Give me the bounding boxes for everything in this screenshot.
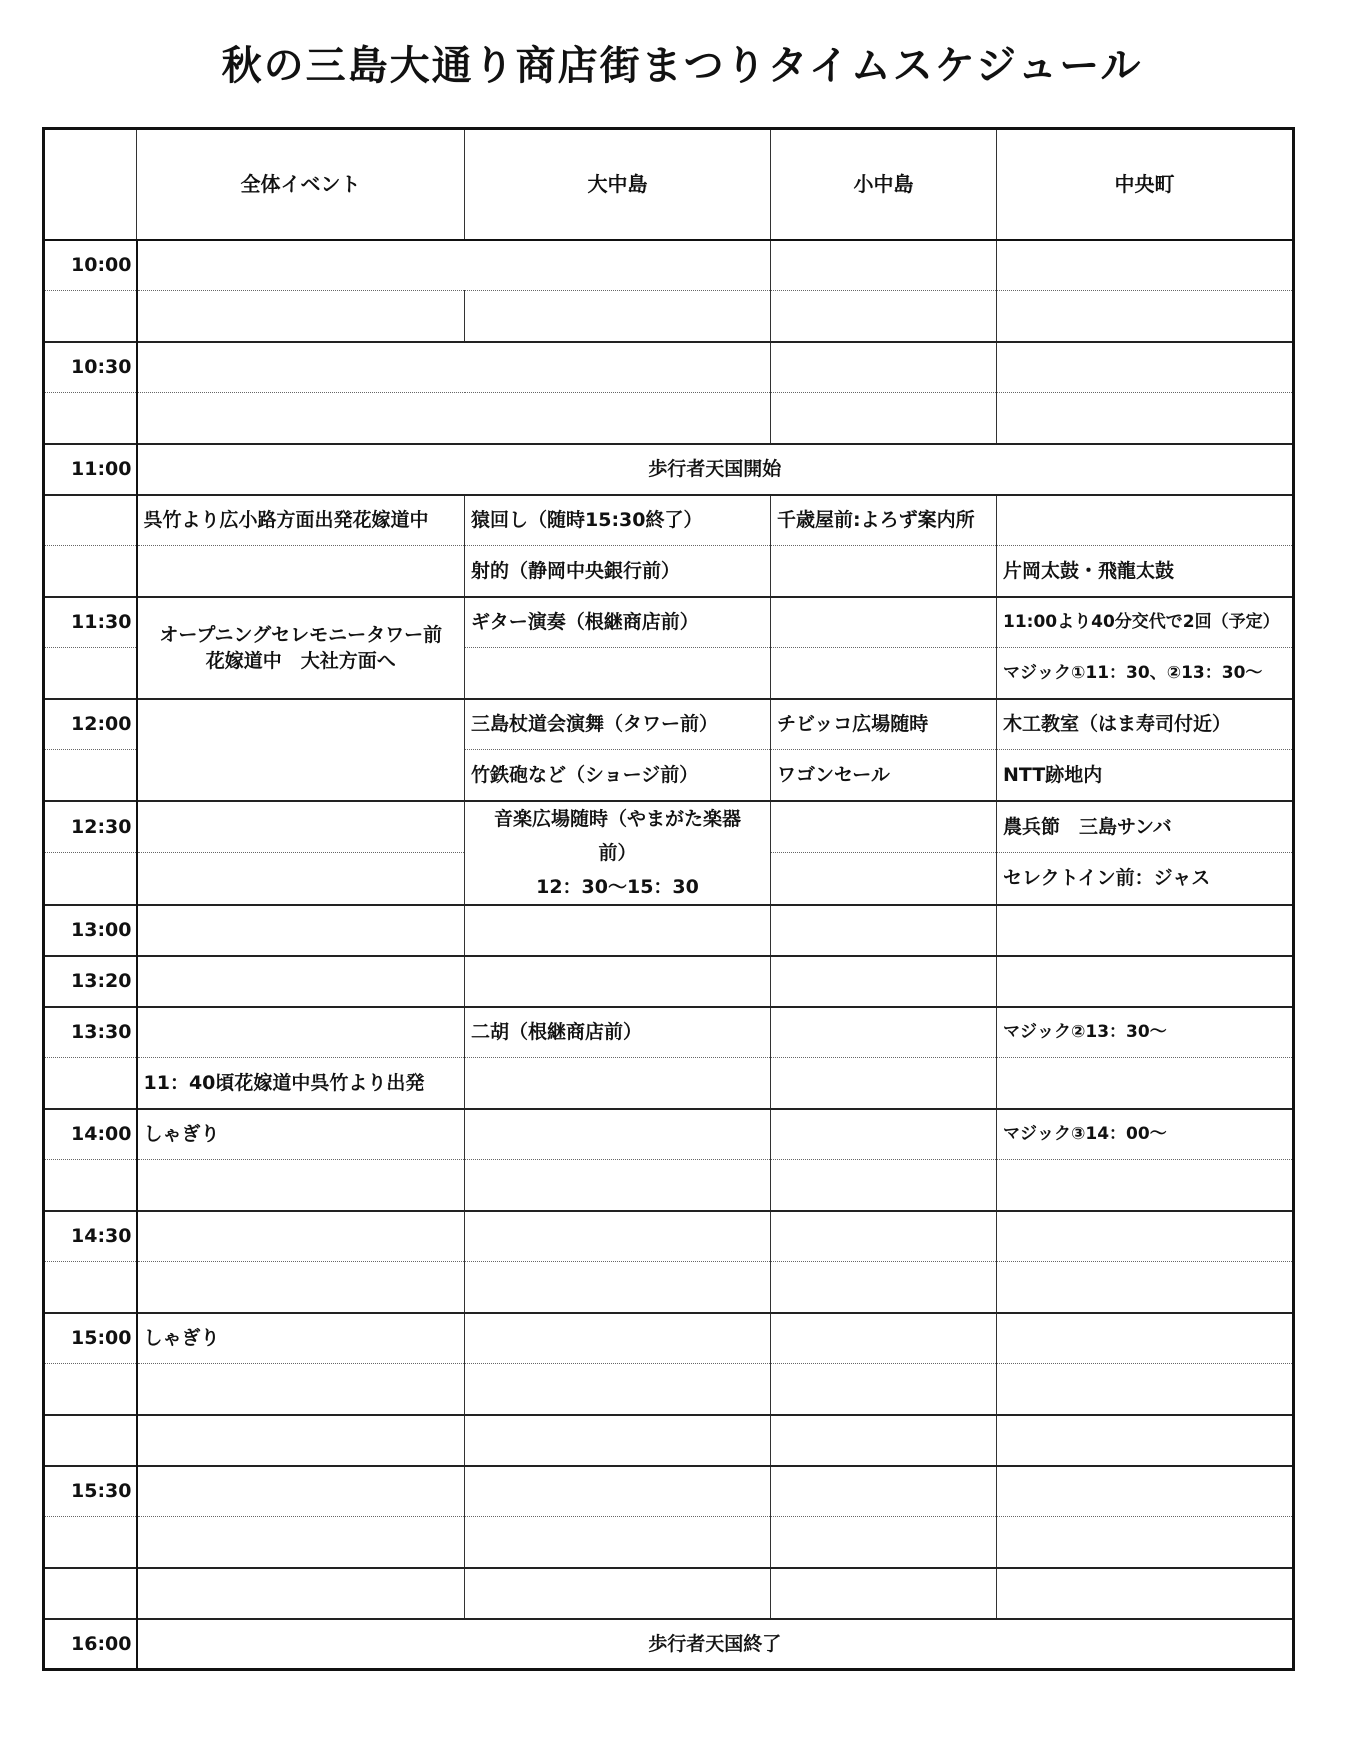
pedestrian-end-banner: 歩行者天国終了 bbox=[137, 1619, 1294, 1670]
table-cell bbox=[771, 1568, 997, 1619]
table-cell bbox=[465, 1313, 771, 1364]
table-row bbox=[44, 1364, 1294, 1415]
opening-line-1: オープニングセレモニータワー前 bbox=[159, 623, 443, 646]
time-label: 14:00 bbox=[44, 1109, 137, 1160]
time-label: 12:00 bbox=[44, 699, 137, 750]
table-cell bbox=[137, 905, 465, 956]
event-saru: 猿回し（随時15:30終了） bbox=[465, 495, 771, 546]
table-cell bbox=[137, 1007, 465, 1058]
time-label bbox=[44, 1568, 137, 1619]
table-cell bbox=[137, 956, 465, 1007]
time-label bbox=[44, 495, 137, 546]
table-cell bbox=[465, 1109, 771, 1160]
event-taiko: 片岡太鼓・飛龍太鼓 bbox=[997, 546, 1294, 597]
music-line-2: 前） bbox=[598, 841, 637, 864]
table-cell bbox=[997, 495, 1294, 546]
event-shagiri-1500: しゃぎり bbox=[137, 1313, 465, 1364]
table-cell bbox=[465, 291, 771, 342]
table-row bbox=[44, 546, 1294, 597]
time-label: 15:00 bbox=[44, 1313, 137, 1364]
event-guitar: ギター演奏（根継商店前） bbox=[465, 597, 771, 648]
table-row bbox=[44, 291, 1294, 342]
music-line-3: 12：30～15：30 bbox=[536, 875, 699, 898]
time-label bbox=[44, 1058, 137, 1109]
table-cell bbox=[771, 1415, 997, 1466]
table-row bbox=[44, 699, 1294, 750]
table-cell bbox=[137, 699, 465, 801]
table-row bbox=[44, 393, 1294, 444]
time-label: 13:00 bbox=[44, 905, 137, 956]
event-jodo: 三島杖道会演舞（タワー前） bbox=[465, 699, 771, 750]
time-label bbox=[44, 750, 137, 801]
opening-line-2: 花嫁道中 大社方面へ bbox=[205, 649, 396, 672]
time-label bbox=[44, 1364, 137, 1415]
table-cell bbox=[997, 905, 1294, 956]
time-label: 10:30 bbox=[44, 342, 137, 393]
event-taiko-note: 11:00より40分交代で2回（予定） bbox=[997, 597, 1294, 648]
table-cell bbox=[465, 1415, 771, 1466]
table-row bbox=[44, 1619, 1294, 1670]
time-label: 15:30 bbox=[44, 1466, 137, 1517]
table-cell bbox=[771, 648, 997, 699]
table-cell bbox=[997, 1160, 1294, 1211]
header-all-events: 全体イベント bbox=[137, 129, 465, 240]
table-row bbox=[44, 240, 1294, 291]
time-label bbox=[44, 1415, 137, 1466]
table-cell bbox=[465, 648, 771, 699]
table-row bbox=[44, 342, 1294, 393]
table-cell bbox=[465, 1058, 771, 1109]
header-row bbox=[44, 129, 1294, 240]
event-nouhei: 農兵節 三島サンバ bbox=[997, 801, 1294, 853]
table-cell bbox=[137, 853, 465, 905]
table-row bbox=[44, 1211, 1294, 1262]
event-chitoseya: 千歳屋前:よろず案内所 bbox=[771, 495, 997, 546]
table-cell bbox=[771, 1364, 997, 1415]
table-cell bbox=[465, 956, 771, 1007]
event-magic-1: マジック①11：30、②13：30～ bbox=[997, 648, 1294, 699]
event-ntt: NTT跡地内 bbox=[997, 750, 1294, 801]
table-row bbox=[44, 956, 1294, 1007]
table-cell bbox=[997, 1517, 1294, 1568]
table-cell bbox=[771, 1160, 997, 1211]
event-bride-1140: 11：40頃花嫁道中呉竹より出発 bbox=[137, 1058, 465, 1109]
table-cell bbox=[771, 546, 997, 597]
event-takedeppo: 竹鉄砲など（ショージ前） bbox=[465, 750, 771, 801]
time-label bbox=[44, 1160, 137, 1211]
pedestrian-start-banner: 歩行者天国開始 bbox=[137, 444, 1294, 495]
table-cell bbox=[771, 1466, 997, 1517]
table-row bbox=[44, 801, 1294, 853]
table-cell bbox=[771, 393, 997, 444]
table-cell bbox=[465, 905, 771, 956]
table-cell bbox=[465, 1160, 771, 1211]
time-label bbox=[44, 853, 137, 905]
table-cell bbox=[771, 1262, 997, 1313]
table-cell bbox=[137, 1415, 465, 1466]
time-label: 10:00 bbox=[44, 240, 137, 291]
table-cell bbox=[137, 1517, 465, 1568]
time-label bbox=[44, 648, 137, 699]
time-label: 13:30 bbox=[44, 1007, 137, 1058]
table-cell bbox=[997, 1364, 1294, 1415]
header-time-blank bbox=[44, 129, 137, 240]
time-label bbox=[44, 291, 137, 342]
table-cell bbox=[997, 240, 1294, 291]
table-cell bbox=[137, 1364, 465, 1415]
table-cell bbox=[771, 1211, 997, 1262]
table-cell bbox=[137, 1211, 465, 1262]
table-cell bbox=[137, 1160, 465, 1211]
table-cell bbox=[997, 1211, 1294, 1262]
event-bride-depart: 呉竹より広小路方面出発花嫁道中 bbox=[137, 495, 465, 546]
table-row bbox=[44, 1568, 1294, 1619]
table-cell bbox=[771, 291, 997, 342]
table-row bbox=[44, 1517, 1294, 1568]
table-cell bbox=[465, 1517, 771, 1568]
event-magic-2: マジック②13：30～ bbox=[997, 1007, 1294, 1058]
table-cell bbox=[771, 1517, 997, 1568]
event-select-in: セレクトイン前：ジャス bbox=[997, 853, 1294, 905]
time-label bbox=[44, 1517, 137, 1568]
table-cell bbox=[771, 801, 997, 853]
table-cell bbox=[997, 1466, 1294, 1517]
table-cell bbox=[771, 1313, 997, 1364]
table-cell bbox=[771, 1007, 997, 1058]
time-label bbox=[44, 393, 137, 444]
page-title: 秋の三島大通り商店街まつりタイムスケジュール bbox=[221, 43, 1143, 89]
table-cell bbox=[465, 1211, 771, 1262]
schedule-table bbox=[42, 127, 1295, 1671]
table-row bbox=[44, 1109, 1294, 1160]
table-cell bbox=[137, 291, 465, 342]
table-cell bbox=[771, 956, 997, 1007]
header-konakajima: 小中島 bbox=[771, 129, 997, 240]
table-cell bbox=[137, 393, 771, 444]
time-label: 11:30 bbox=[44, 597, 137, 648]
table-cell bbox=[771, 342, 997, 393]
table-row bbox=[44, 495, 1294, 546]
time-label: 13:20 bbox=[44, 956, 137, 1007]
table-cell bbox=[997, 1415, 1294, 1466]
time-label bbox=[44, 1262, 137, 1313]
table-cell bbox=[137, 240, 771, 291]
table-row bbox=[44, 1415, 1294, 1466]
table-cell bbox=[465, 1262, 771, 1313]
event-wagon: ワゴンセール bbox=[771, 750, 997, 801]
table-row bbox=[44, 1262, 1294, 1313]
table-row bbox=[44, 597, 1294, 648]
table-cell bbox=[997, 342, 1294, 393]
table-row bbox=[44, 1007, 1294, 1058]
event-shateki: 射的（静岡中央銀行前） bbox=[465, 546, 771, 597]
table-row bbox=[44, 1058, 1294, 1109]
music-line-1: 音楽広場随時（やまがた楽器 bbox=[493, 807, 741, 830]
header-onakajima: 大中島 bbox=[465, 129, 771, 240]
table-cell bbox=[137, 1466, 465, 1517]
table-row bbox=[44, 1313, 1294, 1364]
table-cell bbox=[137, 546, 465, 597]
table-cell bbox=[137, 1568, 465, 1619]
table-cell bbox=[771, 1058, 997, 1109]
event-magic-3: マジック③14：00～ bbox=[997, 1109, 1294, 1160]
table-cell bbox=[465, 1568, 771, 1619]
table-cell bbox=[997, 1262, 1294, 1313]
table-row bbox=[44, 905, 1294, 956]
table-cell bbox=[137, 801, 465, 853]
time-label: 16:00 bbox=[44, 1619, 137, 1670]
table-cell bbox=[771, 597, 997, 648]
table-row bbox=[44, 444, 1294, 495]
time-label: 14:30 bbox=[44, 1211, 137, 1262]
table-cell bbox=[137, 1262, 465, 1313]
table-row bbox=[44, 1160, 1294, 1211]
table-cell bbox=[771, 853, 997, 905]
table-cell bbox=[465, 1466, 771, 1517]
event-opening-ceremony bbox=[137, 597, 465, 699]
table-cell bbox=[997, 1313, 1294, 1364]
table-cell bbox=[997, 1568, 1294, 1619]
event-music-square bbox=[465, 801, 771, 905]
table-cell bbox=[137, 342, 771, 393]
time-label bbox=[44, 546, 137, 597]
event-chibikko: チビッコ広場随時 bbox=[771, 699, 997, 750]
event-shagiri-1400: しゃぎり bbox=[137, 1109, 465, 1160]
table-row bbox=[44, 1466, 1294, 1517]
time-label: 12:30 bbox=[44, 801, 137, 853]
table-cell bbox=[771, 905, 997, 956]
table-cell bbox=[997, 1058, 1294, 1109]
table-cell bbox=[771, 1109, 997, 1160]
event-niko: 二胡（根継商店前） bbox=[465, 1007, 771, 1058]
table-cell bbox=[997, 393, 1294, 444]
header-chuocho: 中央町 bbox=[997, 129, 1294, 240]
table-cell bbox=[771, 240, 997, 291]
table-cell bbox=[997, 956, 1294, 1007]
event-mokko: 木工教室（はま寿司付近） bbox=[997, 699, 1294, 750]
time-label: 11:00 bbox=[44, 444, 137, 495]
table-cell bbox=[465, 1364, 771, 1415]
table-cell bbox=[997, 291, 1294, 342]
